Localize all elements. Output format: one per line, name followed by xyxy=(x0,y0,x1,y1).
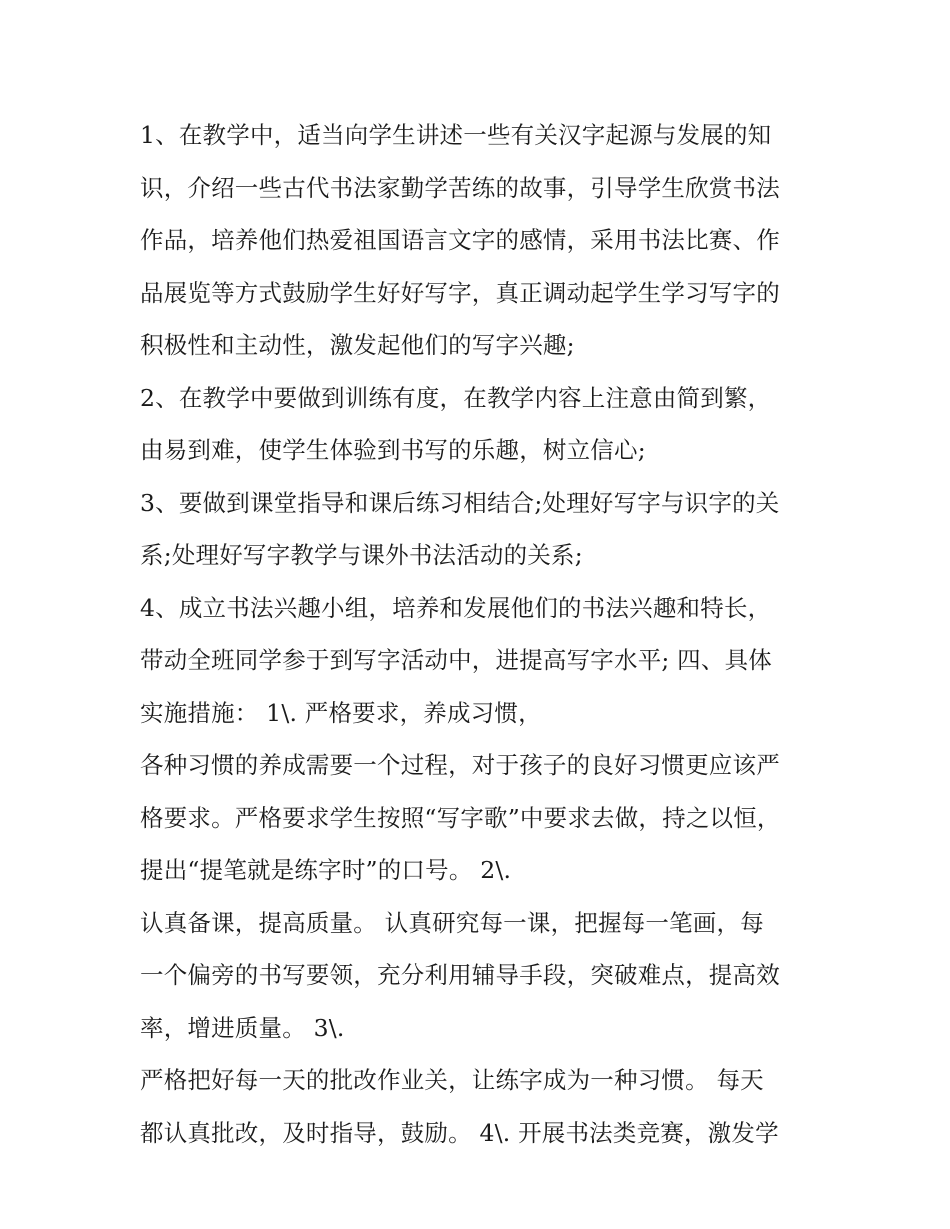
text-line: 实施措施： 1\. 严格要求，养成习惯， xyxy=(140,698,542,727)
text-line: 由易到难，使学生体验到书写的乐趣，树立信心; xyxy=(140,436,646,464)
text-line: 都认真批改，及时指导，鼓励。 4\. 开展书法类竞赛，激发学 xyxy=(140,1118,779,1147)
text-line: 率，增进质量。 3\. xyxy=(140,1013,345,1042)
text-line: 4、成立书法兴趣小组，培养和发展他们的书法兴趣和特长， xyxy=(140,593,772,622)
text-line: 严格把好每一天的批改作业关，让练字成为一种习惯。 每天 xyxy=(140,1066,764,1094)
text-line: 认真备课，提高质量。 认真研究每一课，把握每一笔画，每 xyxy=(140,908,764,937)
document-body xyxy=(140,109,830,1159)
text-line: 带动全班同学参于到写字活动中，进提高写字水平; 四、具体 xyxy=(140,646,772,674)
text-line: 作品，培养他们热爱祖国语言文字的感情，采用书法比赛、作 xyxy=(140,226,780,254)
text-line: 各种习惯的养成需要一个过程，对于孩子的良好习惯更应该严 xyxy=(140,751,780,779)
text-line: 提出“提笔就是练字时”的口号。 2\. xyxy=(140,856,512,884)
text-line: 积极性和主动性，激发起他们的写字兴趣; xyxy=(140,331,575,359)
text-line: 3、要做到课堂指导和课后练习相结合;处理好写字与识字的关 xyxy=(140,488,780,517)
text-line: 识，介绍一些古代书法家勤学苦练的故事，引导学生欣赏书法 xyxy=(140,173,780,202)
text-line: 2、在教学中要做到训练有度，在教学内容上注意由简到繁， xyxy=(140,383,772,412)
text-line: 格要求。严格要求学生按照“写字歌”中要求去做，持之以恒， xyxy=(140,803,781,832)
text-line: 系;处理好写字教学与课外书法活动的关系; xyxy=(140,541,583,569)
text-line: 品展览等方式鼓励学生好好写字，真正调动起学生学习写字的 xyxy=(140,278,780,307)
text-line: 一个偏旁的书写要领，充分利用辅导手段，突破难点，提高效 xyxy=(140,961,780,989)
text-line: 1、在教学中，适当向学生讲述一些有关汉字起源与发展的知 xyxy=(140,121,772,149)
